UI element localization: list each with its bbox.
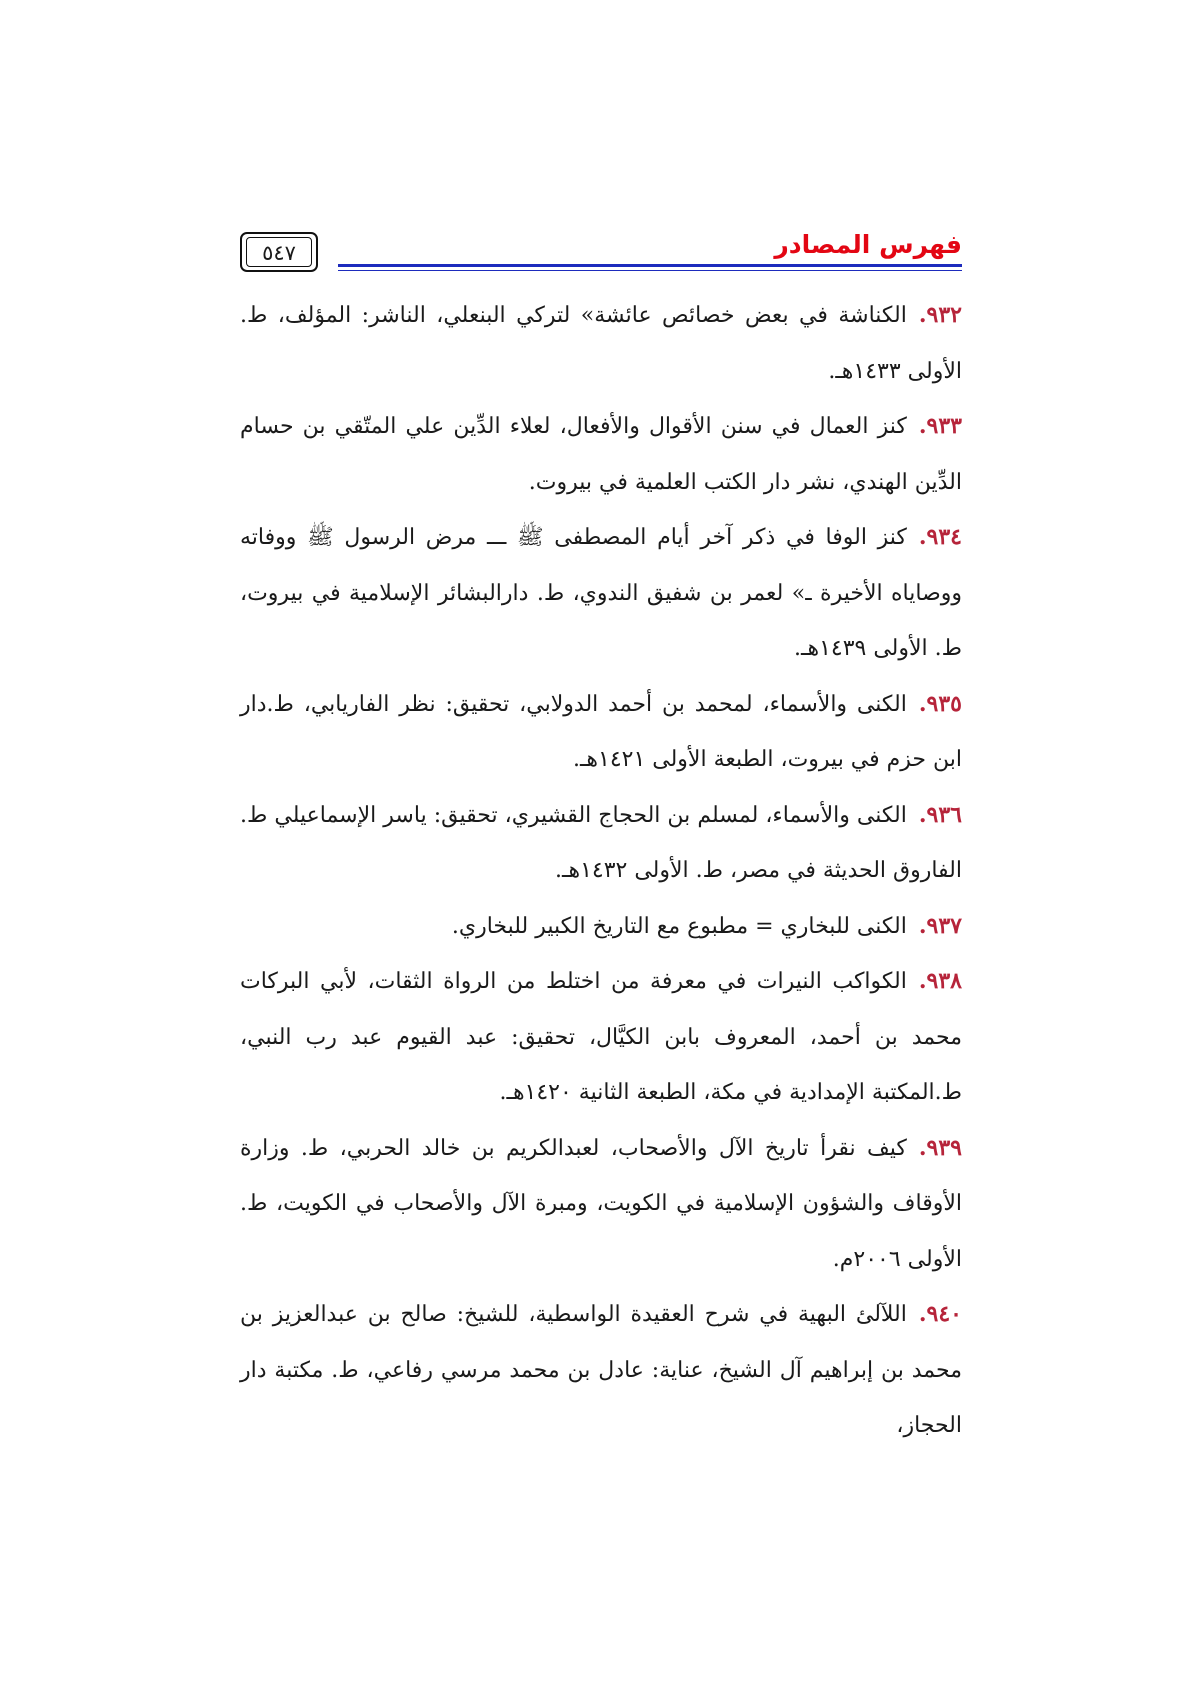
section-title: فهرس المصادر (774, 230, 962, 259)
bibliography-entry (240, 788, 962, 899)
entry-text: كيف نقرأ تاريخ الآل والأصحاب، لعبدالكريم بن خالد الحربي، ط. وزارة الأوقاف والشؤون الإسلامية في الكويت، ومبرة الآل والأصحاب في الكويت، ط. الأولى ٢٠٠٦م. (240, 1135, 962, 1272)
entry-number: ٩٣٨. (918, 968, 962, 994)
header-rule-thick (338, 264, 962, 267)
bibliography-entry (240, 899, 962, 955)
page-number-frame (240, 232, 318, 272)
bibliography-entry (240, 954, 962, 1121)
entry-text: كنز العمال في سنن الأقوال والأفعال، لعلاء الدِّين علي المتّقي بن حسام الدِّين الهندي، نشر دار الكتب العلمية في بيروت. (240, 414, 962, 495)
entry-number: ٩٤٠. (918, 1301, 962, 1327)
entry-text: كنز الوفا في ذكر آخر أيام المصطفى ﷺ ـــ مرض الرسول ﷺ ووفاته ووصاياه الأخيرة ـ» لعمر بن شفيق الندوي، ط. دارالبشائر الإسلامية في بيروت، ط. الأولى ١٤٣٩هـ. (240, 525, 962, 661)
bibliography-entry (240, 1121, 962, 1288)
entry-number: ٩٣٢. (918, 302, 962, 328)
entry-text: الكنى والأسماء، لمحمد بن أحمد الدولابي، تحقيق: نظر الفاريابي، ط.دار ابن حزم في بيروت، الطبعة الأولى ١٤٢١هـ. (240, 691, 962, 772)
entry-text: اللآلئ البهية في شرح العقيدة الواسطية، للشيخ: صالح بن عبدالعزيز بن محمد بن إبراهيم آل الشيخ، عناية: عادل بن محمد مرسي رفاعي، ط. مكتبة دار الحجاز، (240, 1302, 962, 1438)
entry-number: ٩٣٧. (918, 912, 962, 939)
bibliography-entry (240, 399, 962, 510)
header-rule-thin (338, 270, 962, 271)
bibliography-list (240, 288, 962, 1454)
entry-text: الكواكب النيرات في معرفة من اختلط من الرواة الثقات، لأبي البركات محمد بن أحمد، المعروف بابن الكيَّال، تحقيق: عبد القيوم عبد رب النبي، ط.المكتبة الإمدادية في مكة، الطبعة الثانية ١٤٢٠هـ. (240, 969, 962, 1105)
bibliography-entry (240, 510, 962, 677)
entry-number: ٩٣٤. (918, 524, 962, 550)
page-header (240, 224, 962, 284)
entry-number: ٩٣٥. (918, 690, 962, 717)
entry-number: ٩٣٦. (918, 801, 962, 828)
bibliography-entry (240, 288, 962, 399)
entry-text: الكنى والأسماء، لمسلم بن الحجاج القشيري، تحقيق: ياسر الإسماعيلي ط. الفاروق الحديثة في مصر، ط. الأولى ١٤٣٢هـ. (240, 802, 962, 883)
page-number: ٥٤٧ (246, 237, 312, 267)
bibliography-entry (240, 677, 962, 788)
bibliography-entry (240, 1287, 962, 1454)
entry-number: ٩٣٣. (918, 413, 962, 439)
entry-text: الكنى للبخاري = مطبوع مع التاريخ الكبير للبخاري. (451, 913, 907, 939)
entry-text: الكناشة في بعض خصائص عائشة» لتركي البنعلي، الناشر: المؤلف، ط. الأولى ١٤٣٣هـ. (240, 303, 962, 384)
entry-number: ٩٣٩. (918, 1134, 962, 1161)
